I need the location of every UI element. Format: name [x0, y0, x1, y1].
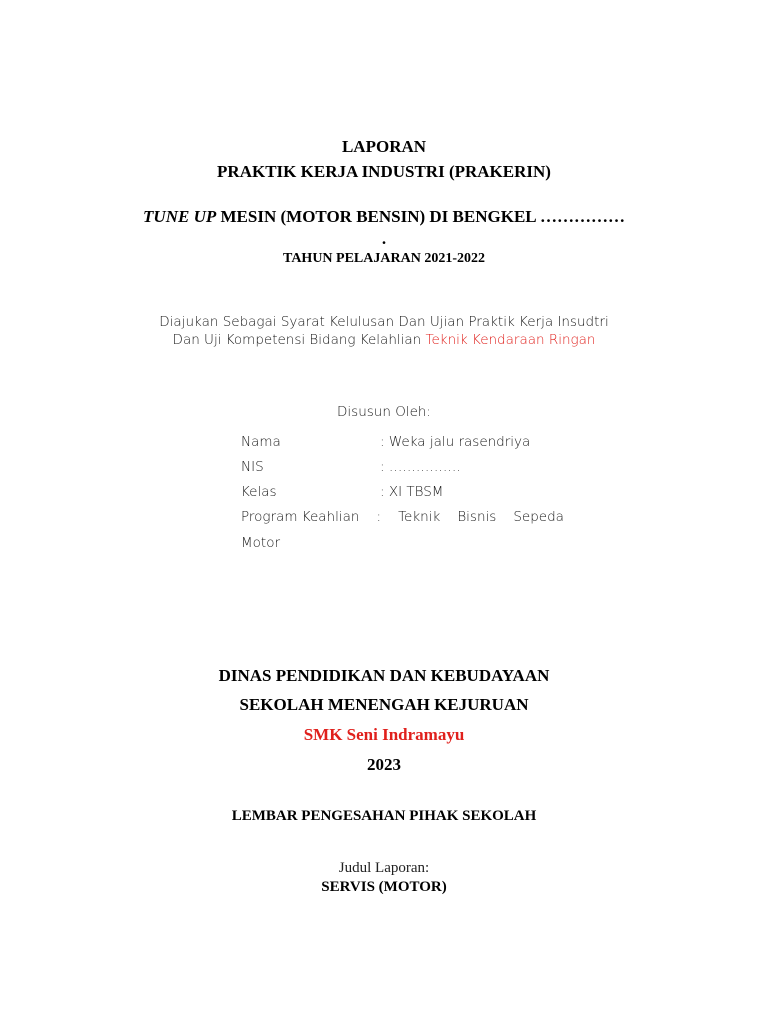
identity-label: NIS: [241, 459, 264, 475]
report-title: LAPORAN: [341, 137, 427, 156]
identity-value: : …………….: [380, 459, 461, 475]
competency-field: Teknik Kendaraan Ringan: [425, 332, 596, 348]
report-title-value: SERVIS (MOTOR): [321, 879, 447, 895]
purpose-line-2-prefix: Dan Uji Kompetensi Bidang Kelahlian: [172, 332, 426, 348]
identity-row-class: [241, 484, 571, 504]
identity-label: Program Keahlian: [241, 509, 360, 525]
academic-year: TAHUN PELAJARAN 2021-2022: [283, 251, 485, 266]
agency-name: DINAS PENDIDIKAN DAN KEBUDAYAAN: [218, 666, 550, 685]
program-word-wrap: Motor: [241, 535, 281, 551]
report-topic: [0, 207, 768, 227]
identity-row-program: [241, 509, 564, 525]
purpose-line-1: Diajukan Sebagai Syarat Kelulusan Dan Ujian Praktik Kerja Insudtri: [159, 314, 609, 330]
identity-row-name: [241, 434, 571, 454]
approval-heading: LEMBAR PENGESAHAN PIHAK SEKOLAH: [231, 808, 537, 824]
report-topic-dot: .: [381, 229, 387, 248]
program-word: Sepeda: [513, 509, 564, 525]
school-type: SEKOLAH MENENGAH KEJURUAN: [239, 695, 529, 714]
identity-value: : XI TBSM: [380, 484, 444, 500]
report-topic-italic: TUNE UP: [143, 207, 217, 226]
identity-row-nis: [241, 459, 571, 479]
report-subtitle: PRAKTIK KERJA INDUSTRI (PRAKERIN): [217, 162, 551, 181]
identity-row-program-wrap: [241, 535, 571, 555]
report-topic-rest: MESIN (MOTOR BENSIN) DI BENGKEL ……………: [216, 207, 625, 226]
identity-label: Nama: [241, 434, 281, 450]
program-word: Bisnis: [457, 509, 497, 525]
cover-year: 2023: [367, 755, 401, 774]
composed-by: Disusun Oleh:: [337, 404, 431, 420]
identity-value: : Weka jalu rasendriya: [380, 434, 531, 450]
identity-label: Kelas: [241, 484, 277, 500]
purpose-line-2: [0, 332, 768, 348]
school-name: SMK Seni Indramayu: [303, 725, 465, 744]
identity-colon: :: [376, 509, 382, 525]
report-title-label: Judul Laporan:: [338, 860, 430, 876]
program-word: Teknik: [398, 509, 441, 525]
